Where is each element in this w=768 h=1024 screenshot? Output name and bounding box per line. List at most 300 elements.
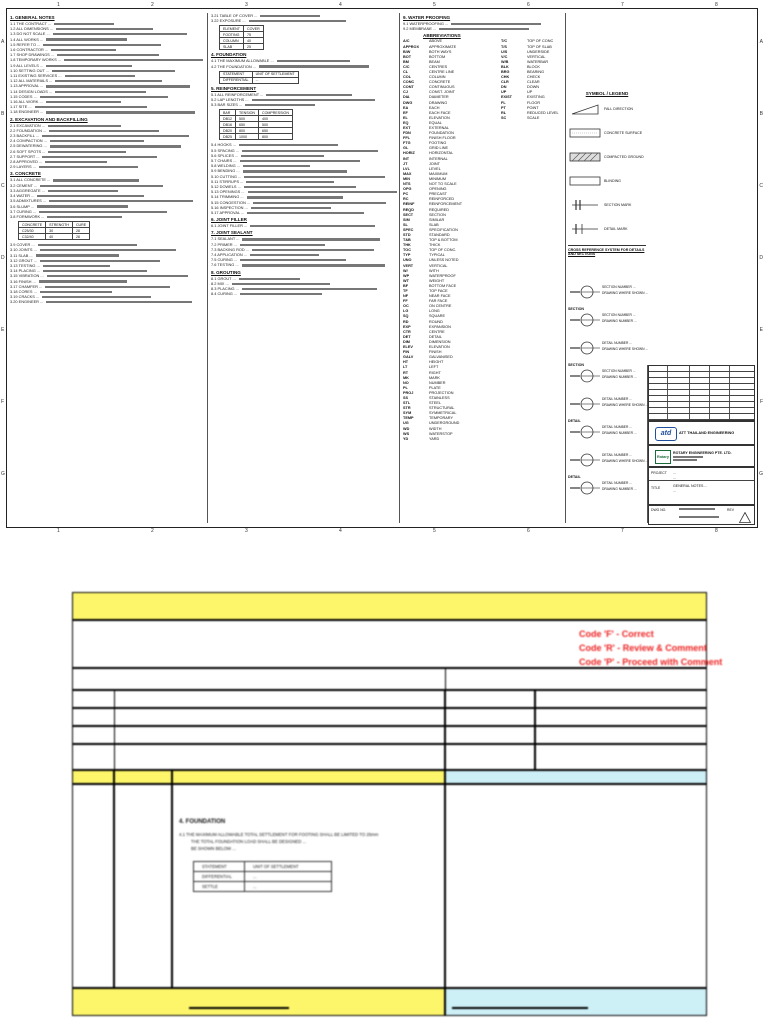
- panel-cell: [114, 690, 445, 770]
- abbr-key: RC: [403, 197, 409, 202]
- xref-line: DETAIL NUMBER ...: [602, 453, 633, 457]
- title-line-1: GENERAL NOTES ...: [673, 484, 708, 488]
- abbr-key: BF: [403, 283, 409, 288]
- note-text: 1.2 ALL DIMENSIONS ...: [10, 26, 54, 32]
- table-cell: DB16: [220, 122, 236, 128]
- note-text: 8.1 GROUT ...: [211, 275, 236, 281]
- abbr-key: OC: [403, 304, 409, 309]
- note-text: 2.3 BACKFILL ...: [10, 133, 40, 139]
- table-cell: STATEMENT: [220, 71, 253, 77]
- abbr-value: UNDERSIDE: [527, 49, 550, 54]
- note-text: 3.7 CURING ...: [10, 208, 37, 214]
- note-text: 5.17 APPROVAL ...: [211, 210, 245, 216]
- notes-table: [219, 109, 293, 140]
- column-marker: 3: [245, 2, 248, 8]
- abbr-value: BEARING: [527, 69, 545, 74]
- xref-line: DRAWING WHERE SHOWN ...: [602, 291, 649, 295]
- abbr-key: GALV: [403, 355, 414, 360]
- note-text: 1.17 SITE ...: [10, 104, 32, 110]
- xref-line: DETAIL NUMBER ...: [602, 397, 633, 401]
- abbreviations-heading: ABBREVIATIONS: [423, 33, 461, 39]
- column-marker: 2: [151, 528, 154, 534]
- note-text: 7.2 PRIMER ...: [211, 241, 237, 247]
- panel-cyan-cell: [445, 770, 707, 784]
- row-marker: G: [1, 471, 5, 477]
- abbr-key: FTG: [403, 141, 411, 146]
- abbr-key: UP: [501, 90, 507, 95]
- note-text: 1.1 THE CONTRACT ...: [10, 21, 52, 26]
- abbr-value: GALVANISED: [429, 355, 453, 360]
- abbr-key: DET: [403, 334, 411, 339]
- note-text: 2.9 LAYERS ...: [10, 164, 36, 170]
- table-cell: SETTLE: [194, 882, 245, 892]
- abbr-key: COL: [403, 75, 412, 80]
- note-line: [211, 236, 397, 241]
- legend-row: [568, 121, 646, 145]
- table-cell: 25: [243, 44, 263, 50]
- note-text: 1.9 ALL LEVELS ...: [10, 62, 44, 68]
- section-callout-icon: [570, 395, 600, 413]
- xref-line: DRAWING NUMBER ...: [602, 375, 637, 379]
- note-text: 3.6 SLUMP ...: [10, 203, 35, 209]
- abbr-value: UP: [527, 90, 533, 95]
- xref-line: SECTION NUMBER ...: [602, 285, 636, 289]
- abbr-value: APPROXIMATE: [429, 44, 457, 49]
- table-cell: DB20: [220, 128, 236, 134]
- abbr-value: ELEVATION: [429, 345, 450, 350]
- abbr-value: VERTICAL: [429, 263, 448, 268]
- xref-line: DRAWING NUMBER ...: [602, 319, 637, 323]
- abbr-key: APPROX: [403, 44, 420, 49]
- abbr-key: OPG: [403, 187, 412, 192]
- cross-reference-entry: [568, 389, 649, 417]
- note-text: 3.5 ADMIXTURES ...: [10, 198, 47, 204]
- note-text: 3.1 ALL CONCRETE ...: [10, 177, 51, 183]
- att-logo-block: [648, 421, 755, 445]
- abbr-key: STD: [403, 232, 411, 237]
- legend-symbol-icon: [568, 102, 602, 116]
- abbr-key: CL: [403, 69, 409, 74]
- table-cell: STRENGTH: [46, 222, 73, 228]
- column-marker: 8: [715, 2, 718, 8]
- note-text: 1.11 EXISTING SERVICES ...: [10, 73, 62, 79]
- column-marker: 4: [339, 528, 342, 534]
- note-text: 2.4 COMPACTION ...: [10, 138, 47, 144]
- abbr-value: FLOOR: [527, 100, 541, 105]
- abbr-key: VERT: [403, 263, 414, 268]
- section-callout-icon: [570, 451, 600, 469]
- abbr-key: INT: [403, 156, 410, 161]
- table-cell: 650: [236, 122, 259, 128]
- abbr-value: REINFORCEMENT: [429, 202, 463, 207]
- abbr-key: SC: [501, 115, 507, 120]
- abbr-key: EQ: [403, 120, 409, 125]
- table-cell: 800: [258, 134, 292, 140]
- note-line: [10, 164, 205, 169]
- abbr-value: NEAR FACE: [429, 294, 451, 299]
- note-text: 7.4 APPLICATION ...: [211, 252, 248, 258]
- abbr-key: MK: [403, 375, 409, 380]
- note-text: 2.5 DEWATERING ...: [10, 143, 47, 149]
- abbr-value: GRID LINE: [429, 146, 448, 151]
- legend-label: FALL DIRECTION: [604, 107, 634, 111]
- abbr-value: REINFORCED: [429, 197, 455, 202]
- legend-row: [568, 169, 646, 193]
- project-label: PROJECT: [651, 471, 667, 475]
- xref-tag: SECTION: [568, 363, 584, 367]
- note-text: 5.13 OPENINGS ...: [211, 189, 245, 195]
- note-text: 3.15 VIBRATION ...: [10, 273, 44, 279]
- table-cell: 75: [243, 32, 263, 38]
- section-callout-icon: [570, 339, 600, 357]
- note-text: 3.2 CEMENT ...: [10, 182, 38, 188]
- legend-symbol-icon: [568, 174, 602, 188]
- abbr-value: SYMMETRICAL: [429, 411, 457, 416]
- abbr-value: EACH FACE: [429, 110, 451, 115]
- row-marker: F: [1, 399, 5, 405]
- table-cell: UNIT OF SETTLEMENT: [245, 862, 332, 872]
- abbr-key: C/C: [403, 64, 410, 69]
- abbr-value: WATERBAR: [527, 59, 549, 64]
- legend-label: COMPACTED GROUND: [604, 155, 644, 159]
- abbr-value: ON CENTRE: [429, 304, 452, 309]
- table-cell: SLAB: [220, 44, 244, 50]
- note-text: 8.4 CURING ...: [211, 291, 238, 297]
- abbr-key: T/S: [501, 44, 507, 49]
- abbr-value: SPECIFICATION: [429, 227, 458, 232]
- note-text: 1.7 SHOP DRAWINGS ...: [10, 52, 55, 58]
- panel-body-cell: [114, 784, 172, 988]
- note-text: 1.12 ALL MATERIALS ...: [10, 78, 53, 84]
- abbr-key: CJ: [403, 90, 408, 95]
- column-divider: [565, 13, 566, 523]
- table-cell: 40: [243, 38, 263, 44]
- abbr-value: INTERNAL: [429, 156, 448, 161]
- panel-notes: [179, 831, 439, 852]
- abbr-value: UNDERGROUND: [429, 421, 460, 426]
- table-cell: UNIT OF SETTLEMENT: [252, 71, 298, 77]
- abbr-value: FAR FACE: [429, 299, 448, 304]
- abbr-value: FOOTING: [429, 141, 447, 146]
- legend-label: DETAIL MARK: [604, 227, 628, 231]
- note-text: 1.4 ALL WORKS ...: [10, 36, 44, 42]
- note-text: 1.16 ALL WORK ...: [10, 99, 43, 105]
- symbol-legend-heading: SYMBOL / LEGEND: [585, 91, 629, 96]
- abbr-key: CTR: [403, 329, 411, 334]
- table-cell: ...: [245, 882, 332, 892]
- abbr-key: W/: [403, 268, 408, 273]
- section-heading: 7. JOINT SEALANT: [211, 230, 253, 236]
- note-text: 3.16 FINISH ...: [10, 278, 36, 284]
- abbr-key: LT: [403, 365, 408, 370]
- xref-tag: SECTION: [568, 307, 584, 311]
- note-text: 5.16 INSPECTION ...: [211, 204, 248, 210]
- column-marker: 7: [621, 2, 624, 8]
- abbr-value: WEIGHT: [429, 278, 445, 283]
- note-text: 1.15 CODES ...: [10, 93, 37, 99]
- table-cell: CURE: [72, 222, 89, 228]
- abbr-value: TOP OF CONC.: [429, 248, 457, 253]
- column-marker: 1: [57, 528, 60, 534]
- abbr-key: HT: [403, 360, 409, 365]
- cross-reference-entry: [568, 473, 646, 501]
- table-cell: STATEMENT: [194, 862, 245, 872]
- note-text: 3.17 CHAMFER ...: [10, 283, 43, 289]
- column-marker: 5: [433, 2, 436, 8]
- abbr-key: JT: [403, 161, 408, 166]
- abbr-key: DWG: [403, 100, 413, 105]
- cross-reference-heading: CROSS REFERENCE SYSTEM FOR DETAILS AND SECTIONS: [568, 248, 645, 256]
- abbr-key: DIM: [403, 339, 410, 344]
- notes-column-2: [211, 13, 397, 523]
- detail-callout-icon: [570, 479, 600, 497]
- abbr-key: WS: [403, 431, 410, 436]
- legend-row: [568, 217, 646, 241]
- abbr-value: LONG: [429, 309, 440, 314]
- note-text: 5.1 ALL REINFORCEMENT ...: [211, 91, 264, 97]
- title-label: TITLE: [651, 486, 661, 490]
- abbr-value: JOINT: [429, 161, 440, 166]
- detail-callout-icon: [570, 423, 600, 441]
- xref-line: SECTION NUMBER ...: [602, 369, 636, 373]
- note-text: 5.2 LAP LENGTHS ...: [211, 97, 249, 103]
- abbr-value: SLAB: [429, 222, 439, 227]
- abbr-key: EA: [403, 105, 409, 110]
- abbr-value: REDUCED LEVEL: [527, 110, 559, 115]
- abbreviations-column: [403, 13, 563, 523]
- abbr-value: SCALE: [527, 115, 540, 120]
- note-text: 3.3 AGGREGATE ...: [10, 187, 45, 193]
- abbr-key: SL: [403, 222, 408, 227]
- note-text: 7.6 TESTING ...: [211, 262, 239, 268]
- abbr-value: HEIGHT: [429, 360, 444, 365]
- table-cell: 500: [236, 116, 259, 122]
- table-cell: 28: [72, 228, 89, 234]
- table-cell: DB25: [220, 134, 236, 140]
- rotary-company-name: ROTARY ENGINEERING PTE. LTD.: [673, 451, 732, 455]
- section-heading: 6. JOINT FILLER: [211, 217, 247, 223]
- section-heading: 3. CONCRETE: [10, 171, 41, 177]
- note-line: [10, 214, 205, 219]
- abbr-key: UNO: [403, 258, 412, 263]
- table-cell: TENSION: [236, 110, 259, 116]
- note-text: 1.5 REFER TO ...: [10, 41, 41, 47]
- abbr-key: PC: [403, 192, 409, 197]
- note-text: 8.3 PLACING ...: [211, 286, 239, 292]
- abbr-key: SIM: [403, 217, 410, 222]
- note-line: [211, 102, 397, 107]
- rotary-logo-block: [648, 445, 755, 467]
- abbr-key: PROJ: [403, 390, 414, 395]
- notes-table: [219, 25, 264, 50]
- row-marker: E: [1, 327, 5, 333]
- rotary-logo: Rotary: [655, 450, 671, 464]
- abbr-key: W/B: [501, 59, 509, 64]
- abbr-key: TEMP: [403, 416, 414, 421]
- note-line: [211, 291, 397, 296]
- panel-header-strip: [72, 592, 707, 620]
- abbr-key: ELEV: [403, 345, 413, 350]
- panel-note-line: 4.1 THE MAXIMUM ALLOWABLE TOTAL SETTLEMENT FOR FOOTING SHALL BE LIMITED TO 25mm: [179, 832, 379, 837]
- note-text: 9.2 MEMBRANE ...: [403, 26, 437, 32]
- abbreviation-row: [403, 437, 499, 442]
- abbr-key: YD: [403, 436, 409, 441]
- abbr-key: BM: [403, 59, 409, 64]
- table-cell: 800: [236, 128, 259, 134]
- abbr-key: V/C: [501, 54, 508, 59]
- abbr-key: TOC: [403, 248, 411, 253]
- abbr-value: NUMBER: [429, 380, 446, 385]
- abbr-value: CENTRES: [429, 64, 448, 69]
- row-marker: C: [759, 183, 763, 189]
- abbr-value: MINIMUM: [429, 176, 447, 181]
- panel-note-line: BE SHOWN BELOW ...: [191, 846, 236, 851]
- drawing-number-block: [648, 505, 755, 525]
- note-text: 5.11 STIRRUPS ...: [211, 178, 244, 184]
- notes-table: [219, 71, 299, 84]
- legend-symbol-icon: [568, 198, 602, 212]
- abbr-key: FFL: [403, 136, 410, 141]
- note-text: 3.14 PLACING ...: [10, 268, 41, 274]
- row-marker: C: [1, 183, 5, 189]
- row-marker: B: [759, 111, 763, 117]
- abbr-key: RD: [403, 319, 409, 324]
- row-marker: E: [759, 327, 763, 333]
- note-text: 4.1 THE MAXIMUM ALLOWABLE ...: [211, 58, 274, 64]
- abbr-value: SECTION: [429, 212, 446, 217]
- table-cell: BAR: [220, 110, 236, 116]
- abbr-value: WIDTH: [429, 426, 442, 431]
- note-line: [211, 223, 397, 228]
- drawing-number-label: DWG NO.: [651, 508, 667, 512]
- abbr-key: T/C: [501, 39, 508, 44]
- abbr-value: BOTTOM FACE: [429, 283, 457, 288]
- abbr-value: TOP OF SLAB: [527, 44, 552, 49]
- section-heading: 5. REINFORCEMENT: [211, 85, 257, 91]
- abbr-key: B/W: [403, 49, 411, 54]
- note-text: 4.2 THE FOUNDATION ...: [211, 63, 257, 69]
- general-notes-column: [10, 13, 205, 523]
- cross-reference-entry: [568, 333, 649, 361]
- abbr-key: GL: [403, 146, 409, 151]
- abbr-value: MARK: [429, 375, 440, 380]
- abbr-value: DIMENSION: [429, 339, 451, 344]
- note-text: 8.2 MIX ...: [211, 280, 229, 286]
- att-company-name: ATT THAILAND ENGINEERING: [679, 431, 735, 435]
- panel-cell: [445, 690, 535, 770]
- xref-line: DRAWING WHERE SHOWN ...: [602, 403, 649, 407]
- title-line-2: ...: [673, 489, 676, 493]
- note-text: 5.5 SPACING ...: [211, 147, 240, 153]
- abbr-key: TF: [403, 289, 408, 293]
- table-cell: C25/30: [19, 228, 46, 234]
- legend-label: CONCRETE SURFACE: [604, 131, 643, 135]
- section-heading: 4. FOUNDATION: [211, 52, 247, 58]
- note-text: 7.3 BACKING ROD ...: [211, 246, 250, 252]
- abbr-value: ELEVATION: [429, 115, 450, 120]
- table-cell: 1000: [236, 134, 259, 140]
- abbr-value: WITH: [429, 268, 439, 273]
- abbr-value: RIGHT: [429, 370, 441, 375]
- note-text: 2.2 FOUNDATION ...: [10, 127, 47, 133]
- abbr-key: LVL: [403, 166, 410, 171]
- note-text: 3.19 CRACKS ...: [10, 294, 40, 300]
- note-text: 1.10 SETTING OUT ...: [10, 67, 50, 73]
- note-line: [211, 262, 397, 267]
- note-text: 1.8 TEMPORARY WORKS ...: [10, 57, 62, 63]
- column-marker: 2: [151, 2, 154, 8]
- legend-symbol-icon: [568, 126, 602, 140]
- abbr-value: STRUCTURAL: [429, 406, 455, 411]
- abbr-value: EQUAL: [429, 120, 442, 125]
- abbr-key: T&B: [403, 238, 411, 243]
- abbr-value: VERTICAL: [527, 54, 546, 59]
- note-text: 1.3 DO NOT SCALE ...: [10, 31, 50, 37]
- section-heading: 8. GROUTING: [211, 269, 241, 275]
- abbr-value: PRECAST: [429, 192, 447, 197]
- xref-line: DETAIL NUMBER ...: [602, 341, 633, 345]
- note-text: 2.7 SUPPORT ...: [10, 153, 40, 159]
- abbr-key: FDN: [403, 131, 411, 136]
- panel-code-area: [72, 620, 723, 668]
- abbr-key: EXP: [403, 324, 411, 329]
- note-line: [10, 273, 205, 278]
- xref-line: DETAIL NUMBER ...: [602, 425, 633, 429]
- table-cell: 40: [46, 234, 73, 240]
- xref-tag: DETAIL: [568, 419, 581, 423]
- table-cell: DIFFERENTIAL: [220, 77, 253, 83]
- settlement-table: [193, 861, 332, 892]
- abbr-value: PROJECTION: [429, 390, 454, 395]
- legend-label: SECTION MARK: [604, 203, 632, 207]
- note-line: [211, 64, 397, 69]
- abbr-value: EXISTING: [527, 95, 545, 100]
- detail-callout-icon: [570, 367, 600, 385]
- abbr-key: BOT: [403, 54, 412, 59]
- abbr-key: FF: [403, 299, 408, 304]
- note-text: 2.6 SOFT SPOTS ...: [10, 148, 46, 154]
- row-marker: F: [759, 399, 763, 405]
- abbr-value: DIAMETER: [429, 95, 449, 100]
- panel-notes-cell: [172, 784, 445, 988]
- abbr-value: ABOVE: [429, 39, 443, 44]
- table-cell: COVER: [243, 26, 263, 32]
- abbr-value: FINISH FLOOR: [429, 136, 456, 141]
- row-marker: A: [1, 39, 5, 45]
- abbr-value: CLEAR: [527, 80, 540, 85]
- code-line-3: Code 'P' - Proceed with Comment: [579, 657, 723, 667]
- xref-line: DETAIL NUMBER ...: [602, 481, 633, 485]
- abbr-value: DRAWING: [429, 100, 448, 105]
- abbr-value: STEEL: [429, 401, 442, 406]
- panel-cell: [535, 690, 707, 770]
- note-line: [10, 299, 205, 304]
- note-text: 1.14 DESIGN LOADS ...: [10, 88, 53, 94]
- section-callout-icon: [570, 283, 600, 301]
- legend-row: [568, 145, 646, 169]
- abbr-key: NO: [403, 380, 409, 385]
- abbr-key: UG: [403, 421, 409, 426]
- note-text: 3.12 GROUT ...: [10, 257, 37, 263]
- row-marker: G: [759, 471, 763, 477]
- abbr-value: CENTRE LINE: [429, 69, 455, 74]
- note-text: 3.11 SLAB ...: [10, 252, 33, 258]
- note-text: 5.12 DOWELS ...: [211, 184, 241, 190]
- abbr-value: THICK: [429, 243, 441, 248]
- abbr-key: RL: [501, 110, 507, 115]
- note-text: 5.7 CHAIRS ...: [211, 158, 237, 164]
- note-text: 5.3 BAR SIZES ...: [211, 102, 243, 108]
